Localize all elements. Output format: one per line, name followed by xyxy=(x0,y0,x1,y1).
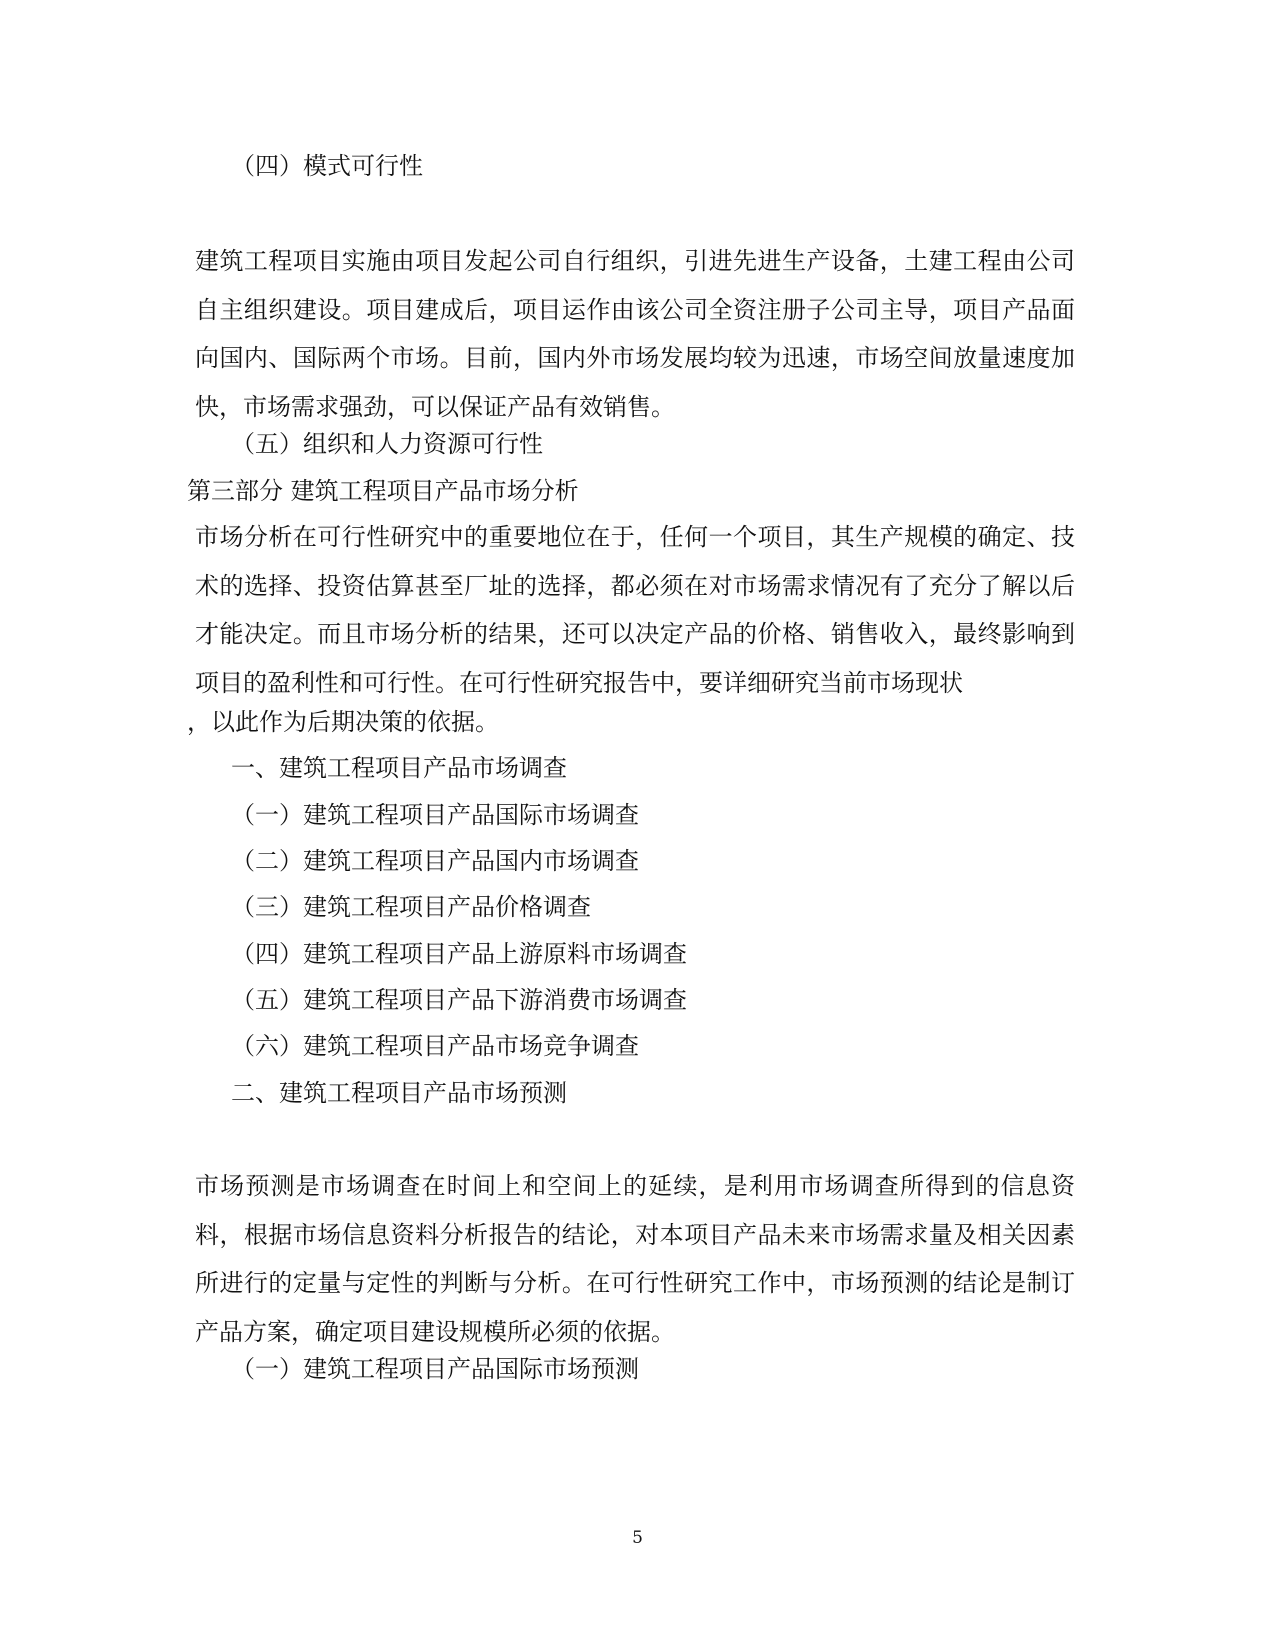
subsection-international-survey: （一）建筑工程项目产品国际市场调查 xyxy=(231,801,639,829)
section-market-survey: 一、建筑工程项目产品市场调查 xyxy=(231,754,567,782)
part-three-title: 第三部分 建筑工程项目产品市场分析 xyxy=(187,477,579,505)
page-number: 5 xyxy=(632,1528,643,1548)
paragraph-market-analysis: 市场分析在可行性研究中的重要地位在于，任何一个项目，其生产规模的确定、技术的选择、投资估算甚至厂址的选择，都必须在对市场需求情况有了充分了解以后才能决定。而且市场分析的结果，还可以决定产品的价格、销售收入，最终影响到项目的盈利性和可行性。在可行性研究报告中，要详细研究当前市场现状 xyxy=(195,523,1075,697)
paragraph-model-feasibility: 建筑工程项目实施由项目发起公司自行组织，引进先进生产设备，土建工程由公司自主组织建设。项目建成后，项目运作由该公司全资注册子公司主导，项目产品面向国内、国际两个市场。目前，国内外市场发展均较为迅速，市场空间放量速度加快，市场需求强劲，可以保证产品有效销售。 xyxy=(195,247,1075,421)
paragraph-market-analysis-tail: ，以此作为后期决策的依据。 xyxy=(187,708,499,736)
section-market-forecast: 二、建筑工程项目产品市场预测 xyxy=(231,1079,567,1107)
paragraph-market-forecast: 市场预测是市场调查在时间上和空间上的延续，是利用市场调查所得到的信息资料，根据市场信息资料分析报告的结论，对本项目产品未来市场需求量及相关因素所进行的定量与定性的判断与分析。在可行性研究工作中，市场预测的结论是制订产品方案，确定项目建设规模所必须的依据。 xyxy=(195,1172,1075,1346)
subsection-downstream-survey: （五）建筑工程项目产品下游消费市场调查 xyxy=(231,986,687,1014)
heading-model-feasibility: （四）模式可行性 xyxy=(231,152,423,180)
subsection-domestic-survey: （二）建筑工程项目产品国内市场调查 xyxy=(231,847,639,875)
subsection-competition-survey: （六）建筑工程项目产品市场竞争调查 xyxy=(231,1032,639,1060)
heading-organization-feasibility: （五）组织和人力资源可行性 xyxy=(231,430,543,458)
subsection-international-forecast: （一）建筑工程项目产品国际市场预测 xyxy=(231,1355,639,1383)
subsection-price-survey: （三）建筑工程项目产品价格调查 xyxy=(231,893,591,921)
subsection-upstream-survey: （四）建筑工程项目产品上游原料市场调查 xyxy=(231,940,687,968)
